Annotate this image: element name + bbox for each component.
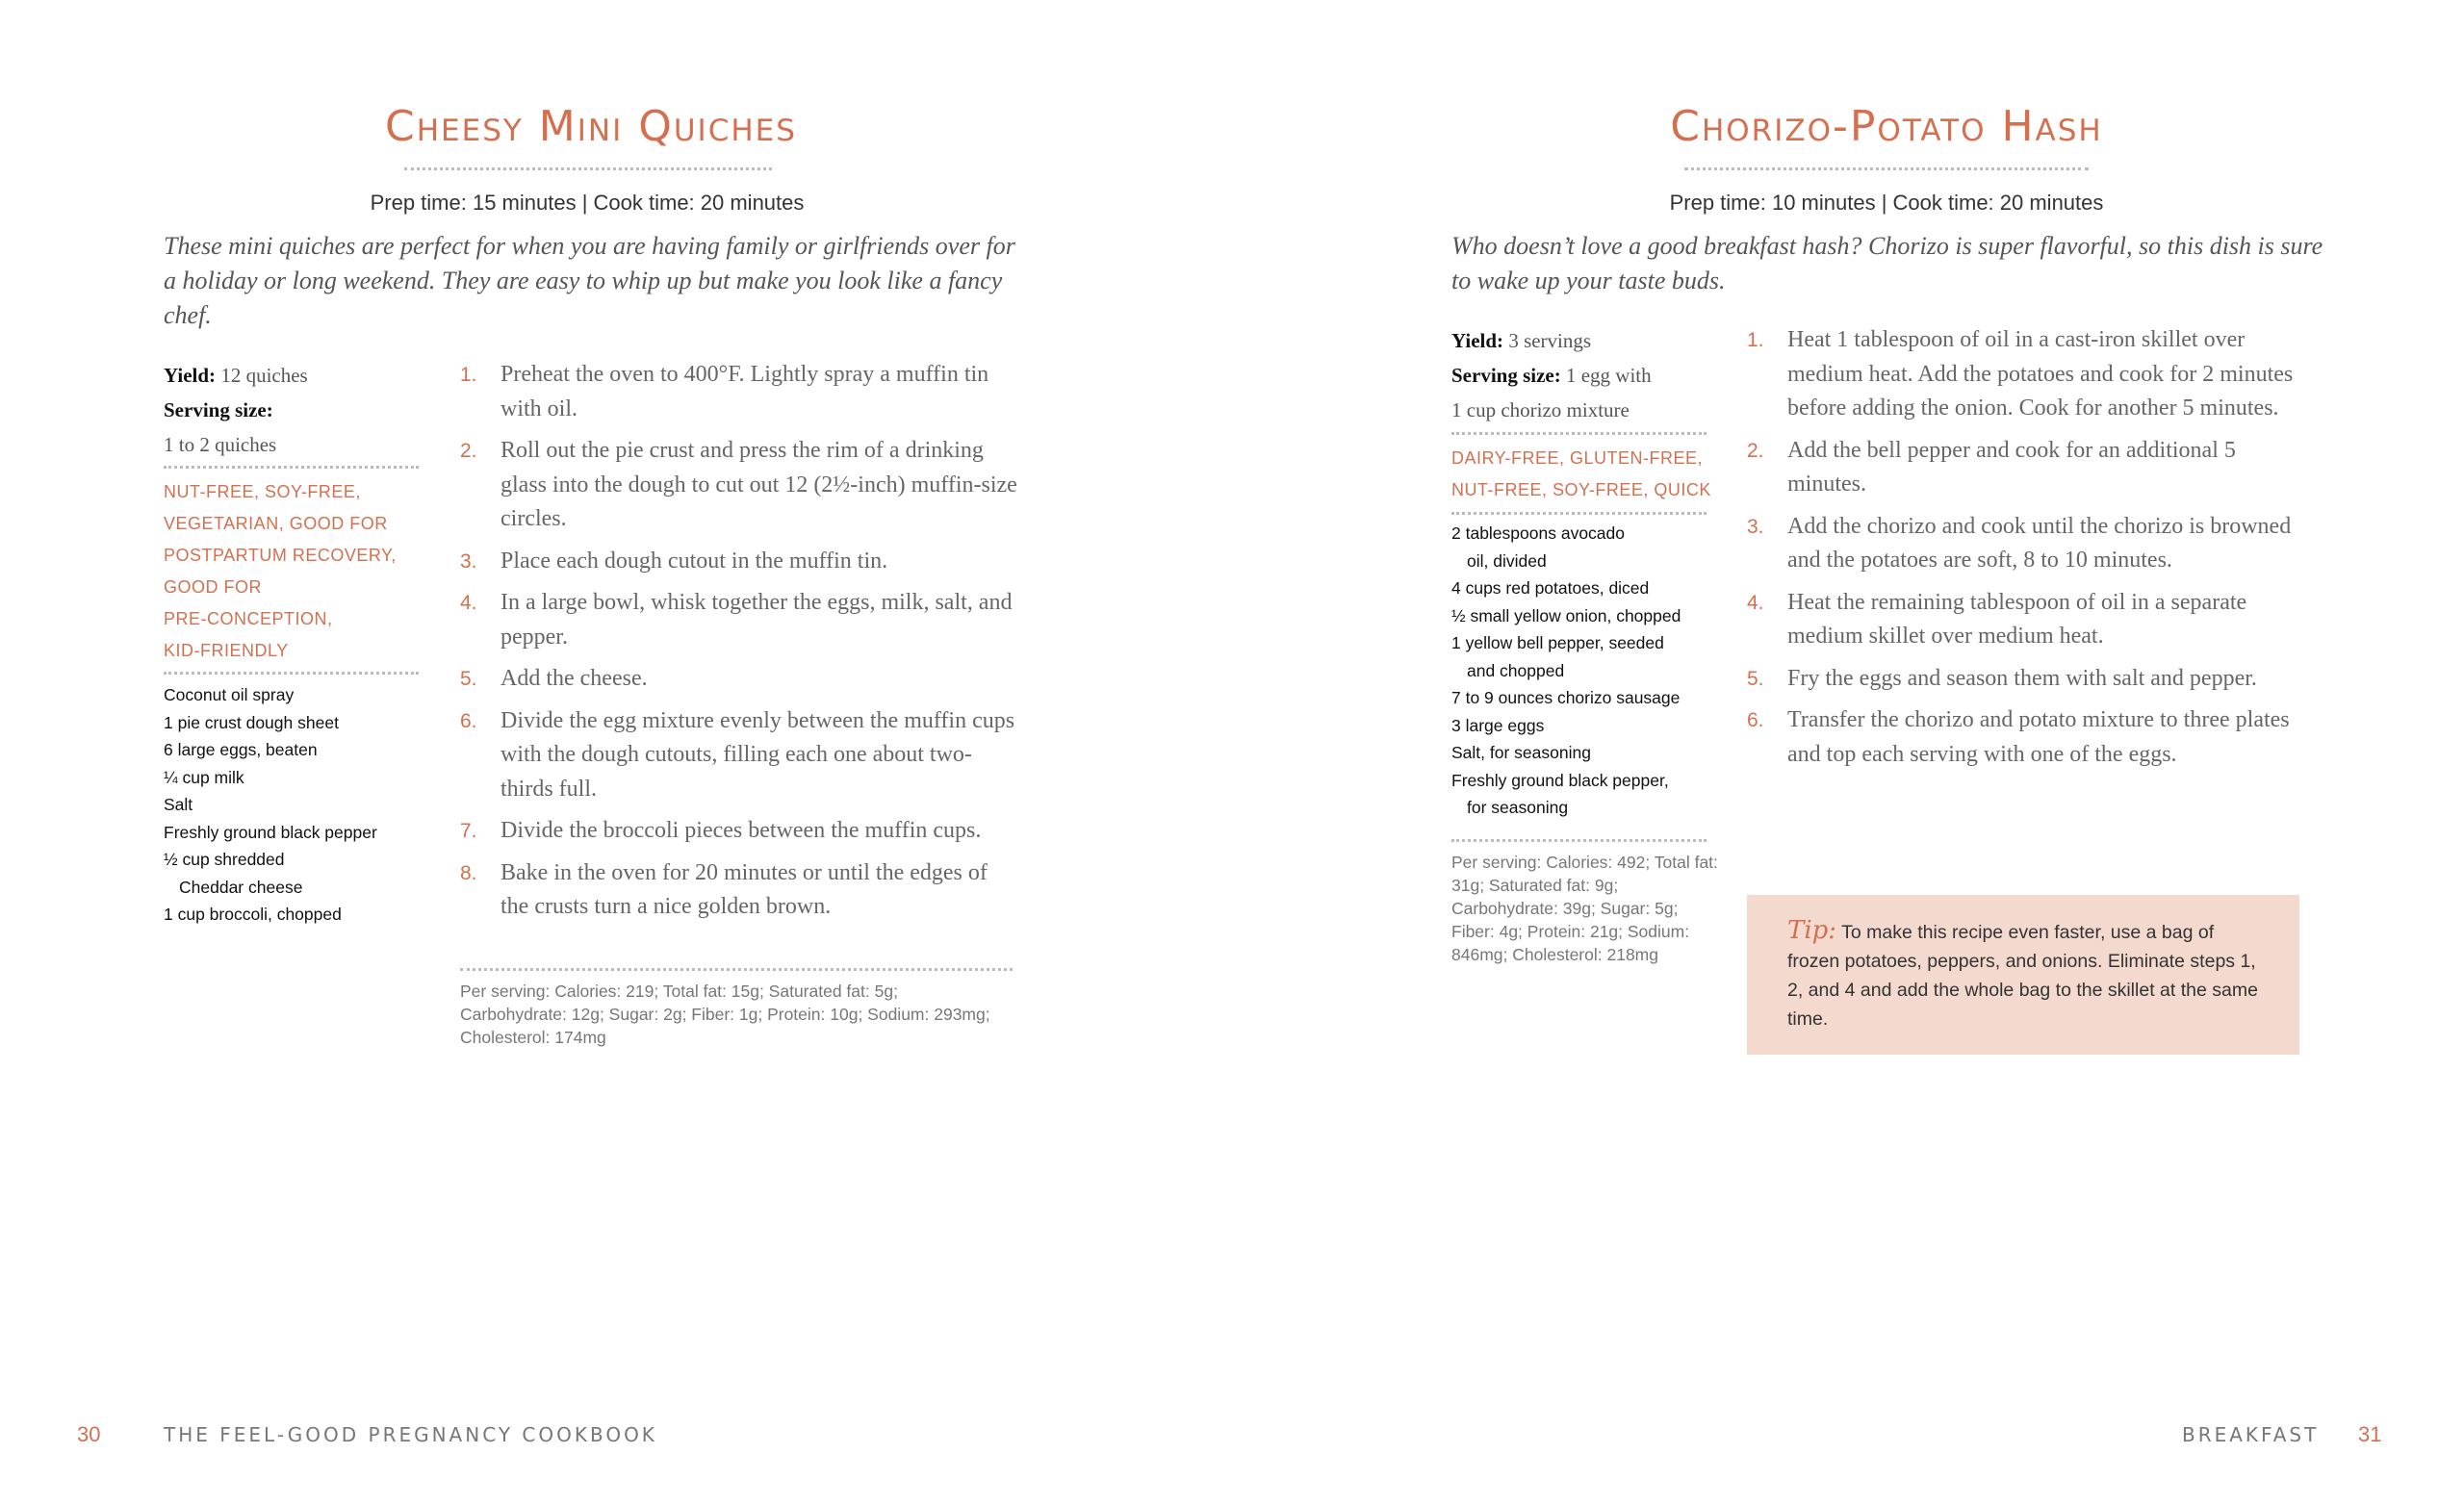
step-number: 3. bbox=[1747, 515, 1764, 538]
serving-label: Serving size: bbox=[1451, 364, 1561, 387]
section-title-footer: BREAKFAST bbox=[2182, 1423, 2320, 1446]
diet-tag: GOOD FOR bbox=[164, 577, 262, 597]
yield-block bbox=[1451, 323, 1721, 427]
steps-list bbox=[1747, 323, 2310, 779]
ingredient-item: Freshly ground black pepper bbox=[164, 822, 377, 842]
ingredient-item: and chopped bbox=[1467, 660, 1565, 680]
yield-value: 3 servings bbox=[1508, 329, 1592, 352]
step-text: In a large bowl, whisk together the eggs, milk, salt, and pepper. bbox=[500, 590, 1013, 650]
diet-tag: POSTPARTUM RECOVERY, bbox=[164, 546, 397, 565]
step-number: 5. bbox=[460, 668, 477, 690]
tip-text: To make this recipe even faster, use a bag of frozen potatoes, peppers, and onions. Eliminate steps 1, 2, and 4 and add the whole bag to the skillet at the same time. bbox=[1787, 922, 2258, 1030]
step-number: 4. bbox=[460, 592, 477, 614]
recipe-title: Chorizo-Potato Hash bbox=[1670, 102, 2103, 151]
step-number: 2. bbox=[460, 440, 477, 462]
divider bbox=[1451, 839, 1707, 842]
step-text: Heat 1 tablespoon of oil in a cast-iron skillet over medium heat. Add the potatoes and cook for 2 minutes before adding the onion. Cook for another 5 minutes. bbox=[1787, 327, 2294, 421]
title-divider bbox=[1684, 167, 2089, 170]
tip-content bbox=[1787, 916, 2269, 1033]
serving-value: 1 to 2 quiches bbox=[164, 433, 277, 456]
nutrition-info: Per serving: Calories: 492; Total fat: 31g; Saturated fat: 9g; Carbohydrate: 39g; Sugar: 5g; Fiber: 4g; Protein: 21g; Sodium: 846mg; Cholesterol: 218mg bbox=[1451, 853, 1718, 964]
diet-tag: NUT-FREE, SOY-FREE, bbox=[164, 482, 361, 501]
step-number: 3. bbox=[460, 549, 477, 573]
step-text: Fry the eggs and season them with salt and pepper. bbox=[1787, 665, 2257, 691]
yield-label: Yield: bbox=[164, 364, 217, 387]
ingredient-item: 1 pie crust dough sheet bbox=[164, 712, 339, 732]
yield-label: Yield: bbox=[1451, 329, 1504, 352]
ingredient-item: ½ cup shredded bbox=[164, 850, 285, 869]
step-text: Add the bell pepper and cook for an additional 5 minutes. bbox=[1787, 437, 2236, 497]
step-number: 6. bbox=[460, 709, 477, 732]
book-title-footer: THE FEEL-GOOD PREGNANCY COOKBOOK bbox=[164, 1423, 657, 1446]
prep-cook-time: Prep time: 10 minutes | Cook time: 20 minutes bbox=[1669, 191, 2104, 215]
step-item bbox=[1747, 586, 2310, 654]
recipe-intro: Who doesn’t love a good breakfast hash? Chorizo is super flavorful, so this dish is sure to wake up your taste buds. bbox=[1451, 232, 2323, 294]
step-number: 7. bbox=[460, 820, 477, 842]
step-text: Heat the remaining tablespoon of oil in a separate medium skillet over medium heat. bbox=[1787, 589, 2247, 649]
ingredient-item: ½ small yellow onion, chopped bbox=[1451, 605, 1681, 625]
ingredient-item: 1 cup broccoli, chopped bbox=[164, 905, 342, 924]
step-number: 5. bbox=[1747, 667, 1764, 690]
page-number: 31 bbox=[2358, 1422, 2382, 1446]
ingredients-list bbox=[164, 681, 433, 929]
step-number: 2. bbox=[1747, 439, 1764, 462]
step-number: 6. bbox=[1747, 709, 1764, 731]
divider bbox=[164, 672, 419, 675]
diet-tag: KID-FRIENDLY bbox=[164, 641, 289, 660]
step-text: Add the chorizo and cook until the chorizo is browned and the potatoes are soft, 8 to 10 minutes. bbox=[1787, 513, 2292, 573]
ingredient-item: 7 to 9 ounces chorizo sausage bbox=[1451, 688, 1681, 707]
nutrition-info: Per serving: Calories: 219; Total fat: 15g; Saturated fat: 5g; Carbohydrate: 12g; Sugar: 2g; Fiber: 1g; Protein: 10g; Sodium: 293mg; Cholesterol: 174mg bbox=[460, 982, 990, 1047]
step-text: Divide the broccoli pieces between the muffin cups. bbox=[500, 818, 982, 843]
ingredient-item: Coconut oil spray bbox=[164, 685, 295, 704]
step-text: Divide the egg mixture evenly between the muffin cups with the dough cutouts, filling each one about two-thirds full. bbox=[500, 707, 1015, 802]
ingredient-item: ¼ cup milk bbox=[164, 767, 244, 787]
recipe-title: Cheesy Mini Quiches bbox=[385, 102, 797, 151]
tip-box bbox=[1747, 895, 2299, 1055]
step-item bbox=[460, 586, 1018, 654]
diet-tag: NUT-FREE, SOY-FREE, QUICK bbox=[1451, 480, 1711, 499]
ingredient-item: Salt bbox=[164, 795, 193, 814]
step-text: Add the cheese. bbox=[500, 666, 648, 691]
yield-value: 12 quiches bbox=[220, 364, 308, 387]
diet-tags bbox=[1451, 443, 1731, 506]
step-number: 1. bbox=[1747, 329, 1764, 351]
ingredient-item: for seasoning bbox=[1467, 798, 1569, 817]
step-text: Bake in the oven for 20 minutes or until the edges of the crusts turn a nice golden brown. bbox=[500, 859, 988, 919]
divider bbox=[1451, 512, 1707, 515]
step-item bbox=[1747, 434, 2310, 502]
tip-label: Tip: bbox=[1787, 916, 1837, 945]
steps-list bbox=[460, 358, 1018, 932]
serving-value: 1 cup chorizo mixture bbox=[1451, 398, 1630, 421]
ingredient-item: 3 large eggs bbox=[1451, 715, 1545, 735]
step-text: Place each dough cutout in the muffin tin. bbox=[500, 548, 888, 574]
ingredient-item: Freshly ground black pepper, bbox=[1451, 770, 1669, 790]
serving-label: Serving size: bbox=[164, 398, 273, 421]
ingredient-item: Cheddar cheese bbox=[179, 877, 303, 897]
ingredient-item: Salt, for seasoning bbox=[1451, 743, 1591, 762]
step-text: Roll out the pie crust and press the rim of a drinking glass into the dough to cut out 12 (2½-inch) muffin-size circles. bbox=[500, 438, 1017, 531]
divider bbox=[1451, 432, 1707, 435]
step-item bbox=[460, 358, 1018, 426]
ingredient-item: 1 yellow bell pepper, seeded bbox=[1451, 633, 1664, 652]
step-item bbox=[460, 434, 1018, 537]
serving-value: 1 egg with bbox=[1565, 364, 1652, 387]
yield-block bbox=[164, 358, 424, 462]
ingredients-list bbox=[1451, 520, 1731, 822]
page-number: 30 bbox=[77, 1422, 101, 1446]
step-item bbox=[460, 662, 1018, 697]
diet-tag: PRE-CONCEPTION, bbox=[164, 609, 333, 628]
ingredient-item: 4 cups red potatoes, diced bbox=[1451, 578, 1650, 598]
ingredient-item: 2 tablespoons avocado bbox=[1451, 523, 1625, 543]
step-item bbox=[460, 856, 1018, 925]
diet-tag: VEGETARIAN, GOOD FOR bbox=[164, 514, 388, 533]
right-page bbox=[1232, 0, 2464, 1505]
step-item bbox=[1747, 510, 2310, 578]
divider bbox=[460, 968, 1013, 971]
step-item bbox=[460, 814, 1018, 849]
title-divider bbox=[404, 167, 772, 170]
ingredient-item: oil, divided bbox=[1467, 550, 1547, 571]
diet-tags bbox=[164, 476, 433, 667]
step-item bbox=[460, 545, 1018, 579]
recipe-intro: These mini quiches are perfect for when you are having family or girlfriends over for a holiday or long weekend. They are easy to whip up but make you look like a fancy chef. bbox=[164, 232, 1015, 329]
step-item bbox=[460, 704, 1018, 807]
step-number: 4. bbox=[1747, 591, 1764, 614]
diet-tag: DAIRY-FREE, GLUTEN-FREE, bbox=[1451, 448, 1704, 468]
step-number: 1. bbox=[460, 364, 477, 386]
step-item bbox=[1747, 662, 2310, 697]
divider bbox=[164, 466, 419, 469]
step-item bbox=[1747, 323, 2310, 426]
ingredient-item: 6 large eggs, beaten bbox=[164, 740, 318, 759]
step-text: Preheat the oven to 400°F. Lightly spray a muffin tin with oil. bbox=[500, 362, 989, 421]
step-number: 8. bbox=[460, 861, 477, 884]
step-item bbox=[1747, 703, 2310, 772]
prep-cook-time: Prep time: 15 minutes | Cook time: 20 minutes bbox=[370, 191, 805, 215]
step-text: Transfer the chorizo and potato mixture to three plates and top each serving with one of the eggs. bbox=[1787, 707, 2290, 767]
